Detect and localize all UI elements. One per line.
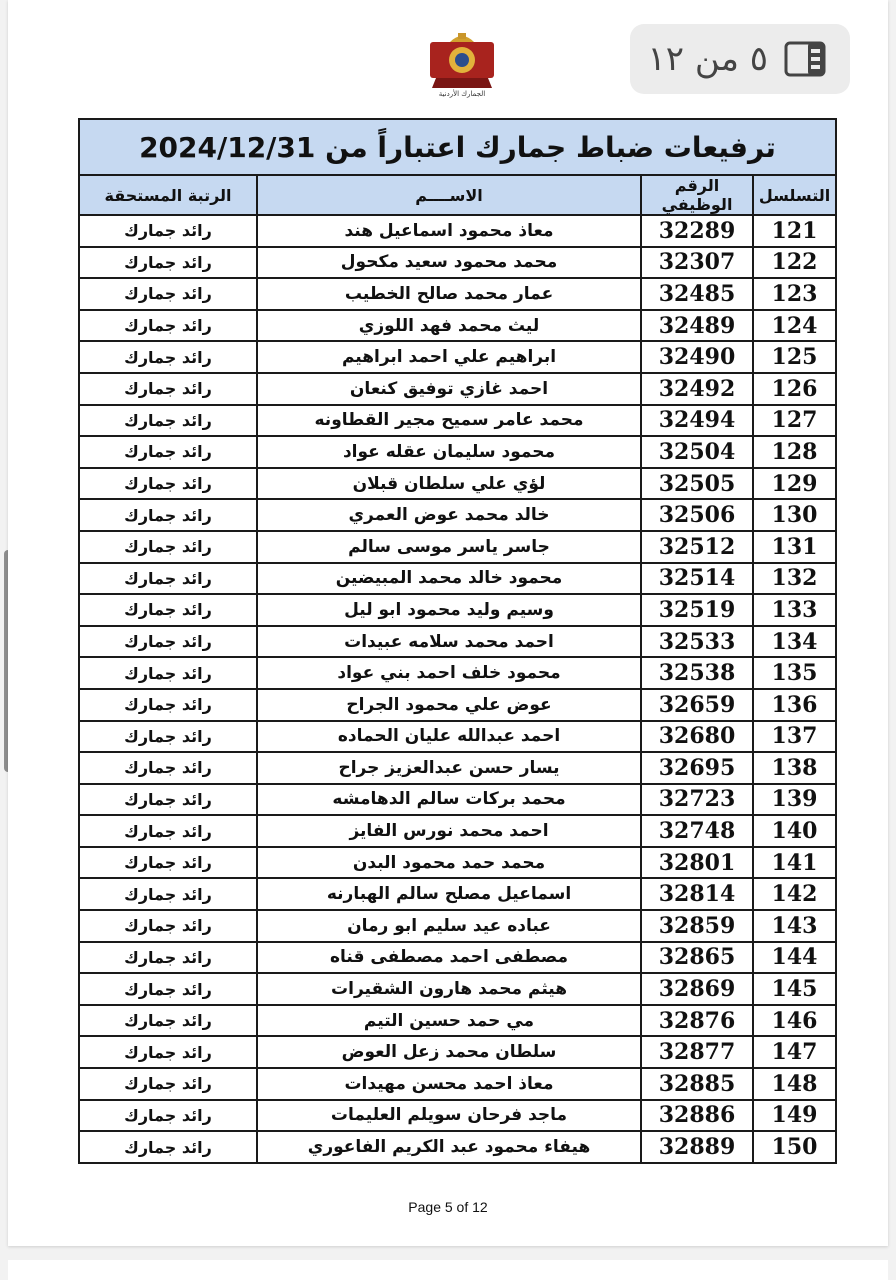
cell-sequence: 134	[753, 626, 836, 658]
cell-name: لؤي علي سلطان قبلان	[257, 468, 641, 500]
cell-name: مصطفى احمد مصطفى قناه	[257, 942, 641, 974]
cell-name: محمود سليمان عقله عواد	[257, 436, 641, 468]
cell-rank: رائد جمارك	[79, 1068, 257, 1100]
cell-rank: رائد جمارك	[79, 689, 257, 721]
cell-rank: رائد جمارك	[79, 1131, 257, 1163]
cell-rank: رائد جمارك	[79, 468, 257, 500]
cell-rank: رائد جمارك	[79, 594, 257, 626]
cell-name: عباده عيد سليم ابو رمان	[257, 910, 641, 942]
cell-name: احمد عبدالله عليان الحماده	[257, 721, 641, 753]
table-row	[79, 1131, 836, 1163]
cell-name: معاذ احمد محسن مهيدات	[257, 1068, 641, 1100]
table-row	[79, 689, 836, 721]
cell-sequence: 140	[753, 815, 836, 847]
cell-sequence: 128	[753, 436, 836, 468]
cell-employee-id: 32494	[641, 405, 753, 437]
cell-employee-id: 32485	[641, 278, 753, 310]
emblem-caption: الجمارك الأردنية	[438, 90, 486, 98]
cell-rank: رائد جمارك	[79, 878, 257, 910]
cell-sequence: 125	[753, 341, 836, 373]
table-row	[79, 752, 836, 784]
cell-rank: رائد جمارك	[79, 215, 257, 247]
promotions-table	[78, 118, 837, 1164]
table-row	[79, 1100, 836, 1132]
table-row	[79, 215, 836, 247]
cell-name: هيفاء محمود عبد الكريم الفاعوري	[257, 1131, 641, 1163]
cell-name: ليث محمد فهد اللوزي	[257, 310, 641, 342]
table-row	[79, 973, 836, 1005]
table-row	[79, 1005, 836, 1037]
cell-name: هيثم محمد هارون الشقيرات	[257, 973, 641, 1005]
cell-sequence: 129	[753, 468, 836, 500]
cell-rank: رائد جمارك	[79, 1005, 257, 1037]
cell-employee-id: 32695	[641, 752, 753, 784]
page-indicator-badge[interactable]	[630, 24, 850, 94]
page-indicator-text: ٥ من ١٢	[647, 39, 768, 79]
cell-name: محمود خلف احمد بني عواد	[257, 657, 641, 689]
cell-rank: رائد جمارك	[79, 341, 257, 373]
table-row	[79, 563, 836, 595]
cell-employee-id: 32489	[641, 310, 753, 342]
cell-name: عمار محمد صالح الخطيب	[257, 278, 641, 310]
cell-rank: رائد جمارك	[79, 563, 257, 595]
cell-employee-id: 32876	[641, 1005, 753, 1037]
table-row	[79, 657, 836, 689]
cell-rank: رائد جمارك	[79, 531, 257, 563]
cell-rank: رائد جمارك	[79, 815, 257, 847]
cell-rank: رائد جمارك	[79, 942, 257, 974]
cell-sequence: 133	[753, 594, 836, 626]
cell-sequence: 124	[753, 310, 836, 342]
table-row	[79, 910, 836, 942]
cell-sequence: 143	[753, 910, 836, 942]
cell-name: محمد حمد محمود البدن	[257, 847, 641, 879]
cell-sequence: 149	[753, 1100, 836, 1132]
table-row	[79, 247, 836, 279]
cell-sequence: 137	[753, 721, 836, 753]
table-row	[79, 815, 836, 847]
cell-employee-id: 32877	[641, 1036, 753, 1068]
cell-sequence: 127	[753, 405, 836, 437]
cell-rank: رائد جمارك	[79, 910, 257, 942]
cell-name: مي حمد حسين التيم	[257, 1005, 641, 1037]
table-row	[79, 468, 836, 500]
cell-employee-id: 32490	[641, 341, 753, 373]
cell-sequence: 142	[753, 878, 836, 910]
table-row	[79, 405, 836, 437]
table-row	[79, 942, 836, 974]
table-row	[79, 878, 836, 910]
jordan-customs-emblem	[402, 30, 522, 100]
cell-name: محمد محمود سعيد مكحول	[257, 247, 641, 279]
table-row	[79, 373, 836, 405]
cell-employee-id: 32659	[641, 689, 753, 721]
cell-name: احمد محمد نورس الفايز	[257, 815, 641, 847]
cell-rank: رائد جمارك	[79, 247, 257, 279]
cell-rank: رائد جمارك	[79, 752, 257, 784]
cell-rank: رائد جمارك	[79, 973, 257, 1005]
cell-rank: رائد جمارك	[79, 373, 257, 405]
table-row	[79, 594, 836, 626]
cell-employee-id: 32506	[641, 499, 753, 531]
cell-employee-id: 32865	[641, 942, 753, 974]
cell-name: جاسر ياسر موسى سالم	[257, 531, 641, 563]
cell-employee-id: 32869	[641, 973, 753, 1005]
column-header-sequence: التسلسل	[753, 175, 836, 215]
cell-sequence: 144	[753, 942, 836, 974]
next-page-edge	[8, 1260, 888, 1280]
cell-name: معاذ محمود اسماعيل هند	[257, 215, 641, 247]
table-row	[79, 784, 836, 816]
table-row	[79, 531, 836, 563]
cell-employee-id: 32307	[641, 247, 753, 279]
cell-employee-id: 32801	[641, 847, 753, 879]
cell-sequence: 131	[753, 531, 836, 563]
cell-sequence: 123	[753, 278, 836, 310]
table-row	[79, 1036, 836, 1068]
cell-employee-id: 32519	[641, 594, 753, 626]
cell-sequence: 146	[753, 1005, 836, 1037]
cell-name: محمد عامر سميح مجير القطاونه	[257, 405, 641, 437]
cell-name: عوض علي محمود الجراح	[257, 689, 641, 721]
cell-rank: رائد جمارك	[79, 310, 257, 342]
cell-employee-id: 32885	[641, 1068, 753, 1100]
column-header-employee-id: الرقم الوظيفي	[641, 175, 753, 215]
cell-rank: رائد جمارك	[79, 1100, 257, 1132]
table-row	[79, 310, 836, 342]
table-row	[79, 847, 836, 879]
cell-employee-id: 32680	[641, 721, 753, 753]
cell-employee-id: 32723	[641, 784, 753, 816]
cell-rank: رائد جمارك	[79, 784, 257, 816]
cell-sequence: 141	[753, 847, 836, 879]
table-row	[79, 1068, 836, 1100]
cell-employee-id: 32504	[641, 436, 753, 468]
cell-employee-id: 32512	[641, 531, 753, 563]
cell-name: محمد بركات سالم الدهامشه	[257, 784, 641, 816]
cell-name: خالد محمد عوض العمري	[257, 499, 641, 531]
cell-name: ماجد فرحان سويلم العليمات	[257, 1100, 641, 1132]
cell-name: يسار حسن عبدالعزيز جراح	[257, 752, 641, 784]
cell-employee-id: 32748	[641, 815, 753, 847]
cell-rank: رائد جمارك	[79, 847, 257, 879]
table-row	[79, 341, 836, 373]
cell-sequence: 122	[753, 247, 836, 279]
cell-sequence: 121	[753, 215, 836, 247]
table-row	[79, 499, 836, 531]
cell-rank: رائد جمارك	[79, 626, 257, 658]
cell-sequence: 126	[753, 373, 836, 405]
cell-sequence: 130	[753, 499, 836, 531]
cell-rank: رائد جمارك	[79, 657, 257, 689]
cell-sequence: 148	[753, 1068, 836, 1100]
table-row	[79, 278, 836, 310]
cell-sequence: 138	[753, 752, 836, 784]
cell-employee-id: 32886	[641, 1100, 753, 1132]
cell-rank: رائد جمارك	[79, 721, 257, 753]
column-header-rank: الرتبة المستحقة	[79, 175, 257, 215]
cell-sequence: 139	[753, 784, 836, 816]
cell-employee-id: 32889	[641, 1131, 753, 1163]
cell-rank: رائد جمارك	[79, 405, 257, 437]
cell-employee-id: 32289	[641, 215, 753, 247]
page-footer: Page 5 of 12	[408, 1199, 488, 1215]
cell-employee-id: 32533	[641, 626, 753, 658]
cell-name: محمود خالد محمد المبيضين	[257, 563, 641, 595]
cell-name: احمد غازي توفيق كنعان	[257, 373, 641, 405]
cell-employee-id: 32814	[641, 878, 753, 910]
table-row	[79, 626, 836, 658]
cell-employee-id: 32514	[641, 563, 753, 595]
cell-rank: رائد جمارك	[79, 278, 257, 310]
cell-name: وسيم وليد محمود ابو ليل	[257, 594, 641, 626]
cell-rank: رائد جمارك	[79, 436, 257, 468]
cell-sequence: 132	[753, 563, 836, 595]
sidebar-toggle-icon[interactable]	[784, 41, 826, 77]
cell-employee-id: 32505	[641, 468, 753, 500]
cell-rank: رائد جمارك	[79, 499, 257, 531]
table-title: ترفيعات ضباط جمارك اعتباراً من 2024/12/31	[79, 119, 836, 175]
cell-rank: رائد جمارك	[79, 1036, 257, 1068]
table-row	[79, 721, 836, 753]
cell-sequence: 150	[753, 1131, 836, 1163]
cell-sequence: 136	[753, 689, 836, 721]
cell-employee-id: 32859	[641, 910, 753, 942]
cell-name: احمد محمد سلامه عبيدات	[257, 626, 641, 658]
cell-employee-id: 32492	[641, 373, 753, 405]
table-row	[79, 436, 836, 468]
cell-name: ابراهيم علي احمد ابراهيم	[257, 341, 641, 373]
cell-sequence: 147	[753, 1036, 836, 1068]
cell-employee-id: 32538	[641, 657, 753, 689]
cell-sequence: 145	[753, 973, 836, 1005]
cell-name: اسماعيل مصلح سالم الهبارنه	[257, 878, 641, 910]
cell-sequence: 135	[753, 657, 836, 689]
column-header-name: الاســــم	[257, 175, 641, 215]
cell-name: سلطان محمد زعل العوض	[257, 1036, 641, 1068]
